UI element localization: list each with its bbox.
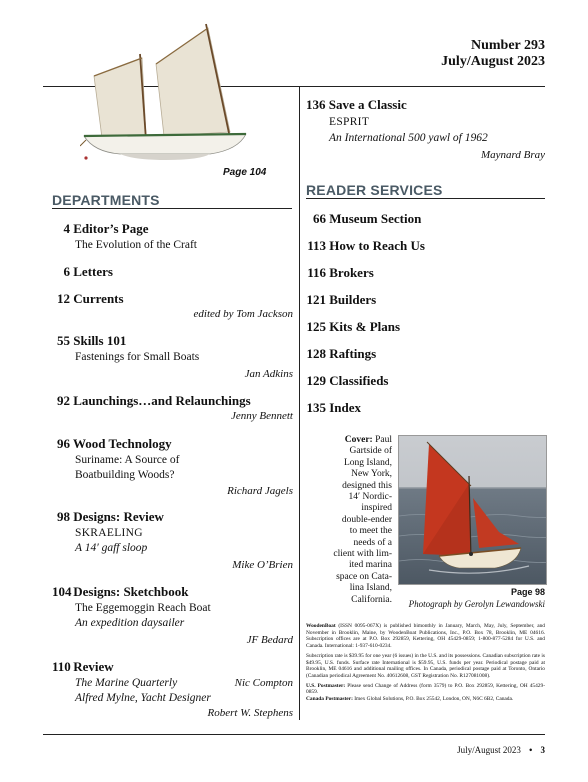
page-footer	[457, 745, 545, 755]
rs-kits-plans[interactable]: 125 Kits & Plans	[306, 319, 401, 334]
byline-skills: Jan Adkins	[244, 368, 293, 380]
cover-photo[interactable]	[398, 435, 547, 585]
dept-designs-sketchbook[interactable]: 104 Designs: Sketchbook The Eggemoggin Reach Boat An expedition daysailer	[52, 584, 211, 629]
dept-currents[interactable]: 12 Currents	[57, 291, 124, 306]
rs-museum-section[interactable]: 66 Museum Section	[313, 211, 422, 226]
byline-review-2: Robert W. Stephens	[207, 707, 293, 719]
reader-services-heading: READER SERVICES	[306, 182, 443, 198]
dept-review[interactable]: 110 Review The Marine Quarterly Alfred Mylne, Yacht Designer	[52, 659, 211, 704]
departments-rule	[52, 208, 292, 209]
cover-caption: Cover: Paul Gartside of Long Island, New York, designed this 14′ Nordic- inspired double-ender to meet the needs of a client with lim- ited marina space on Cata- lina Island, California.	[333, 435, 392, 605]
cover-page-ref: Page 98	[510, 587, 545, 597]
issue-date: July/August 2023	[441, 54, 545, 69]
issue-header	[441, 38, 545, 70]
byline-sketchbook: JF Bedard	[246, 634, 293, 646]
dept-designs-review[interactable]: 98 Designs: Review SKRAELING A 14′ gaff sloop	[57, 509, 164, 554]
cover-photo-credit: Photograph by Gerolyn Lewandowski	[408, 599, 545, 609]
byline-launchings: Jenny Bennett	[231, 410, 293, 422]
dept-letters[interactable]: 6 Letters	[63, 264, 113, 279]
reader-services-rule	[306, 198, 545, 199]
footer-bullet: •	[529, 745, 533, 755]
issue-number: Number 293	[470, 38, 545, 53]
rs-how-to-reach-us[interactable]: 113 How to Reach Us	[307, 238, 425, 253]
page-number: 3	[540, 745, 545, 755]
rs-brokers[interactable]: 116 Brokers	[307, 265, 374, 280]
dept-editors-page[interactable]: 4 Editor’s Page The Evolution of the Craft	[63, 221, 197, 251]
bottom-rule	[43, 734, 545, 735]
footer-date: July/August 2023	[457, 745, 521, 755]
rs-index[interactable]: 135 Index	[306, 400, 362, 415]
rs-builders[interactable]: 121 Builders	[306, 292, 377, 307]
feature-author: Maynard Bray	[480, 149, 545, 161]
dept-launchings[interactable]: 92 Launchings…and Relaunchings	[57, 393, 251, 408]
byline-designs-review: Mike O’Brien	[232, 559, 293, 571]
cover-label: Cover:	[344, 435, 373, 445]
feature-save-a-classic[interactable]: 136 Save a Classic ESPRIT An International 500 yawl of 1962	[306, 97, 488, 144]
dept-skills-101[interactable]: 55 Skills 101 Fastenings for Small Boats	[57, 333, 200, 363]
byline-review-1: Nic Compton	[234, 677, 293, 689]
departments-heading: DEPARTMENTS	[52, 192, 160, 208]
rs-classifieds[interactable]: 129 Classifieds	[306, 373, 389, 388]
column-divider	[299, 86, 300, 720]
dept-wood-technology[interactable]: 96 Wood Technology Suriname: A Source of Boatbuilding Woods?	[57, 436, 180, 481]
publication-info: WoodenBoat (ISSN 0095-067X) is published bimonthly in January, March, May, July, September, and November in Brooklin, Maine, by WoodenBoat Publications, Inc., P.O. Box 78, Brooklin, ME 04616. Subscription offices are at P.O. Box 292859, Kettering, OH 45429-0859; 1-800-877-5284 for U.S. and Canada. International: 1-937-610-0234. Subscription rate is $39.95 for one year (6 issues) in the U.S. and its possessions. Canadian subscription rate is $49.95, U.S. funds. Surface rate International is $59.95, U.S. funds per year. Periodical postage paid at Brooklin, ME 04616 and additional mailing offices. In Canada, periodical postage paid at Toronto, Ontario (Canadian periodical Agreement No. 40612608, GST Registration No. R127081008). U.S. Postmaster: Please send Change of Address (form 3579) to P.O. Box 292859, Kettering, OH 45429-0859. Canada Postmaster: Imex Global Solutions, P.O. Box 25542, London, ON, N6C 6B2, Canada.	[306, 623, 545, 703]
top-image-caption: Page 104	[223, 167, 267, 178]
byline-wood-tech: Richard Jagels	[227, 485, 293, 497]
rs-raftings[interactable]: 128 Raftings	[306, 346, 377, 361]
byline-currents: edited by Tom Jackson	[193, 308, 293, 320]
sailboat-illustration	[80, 14, 255, 164]
